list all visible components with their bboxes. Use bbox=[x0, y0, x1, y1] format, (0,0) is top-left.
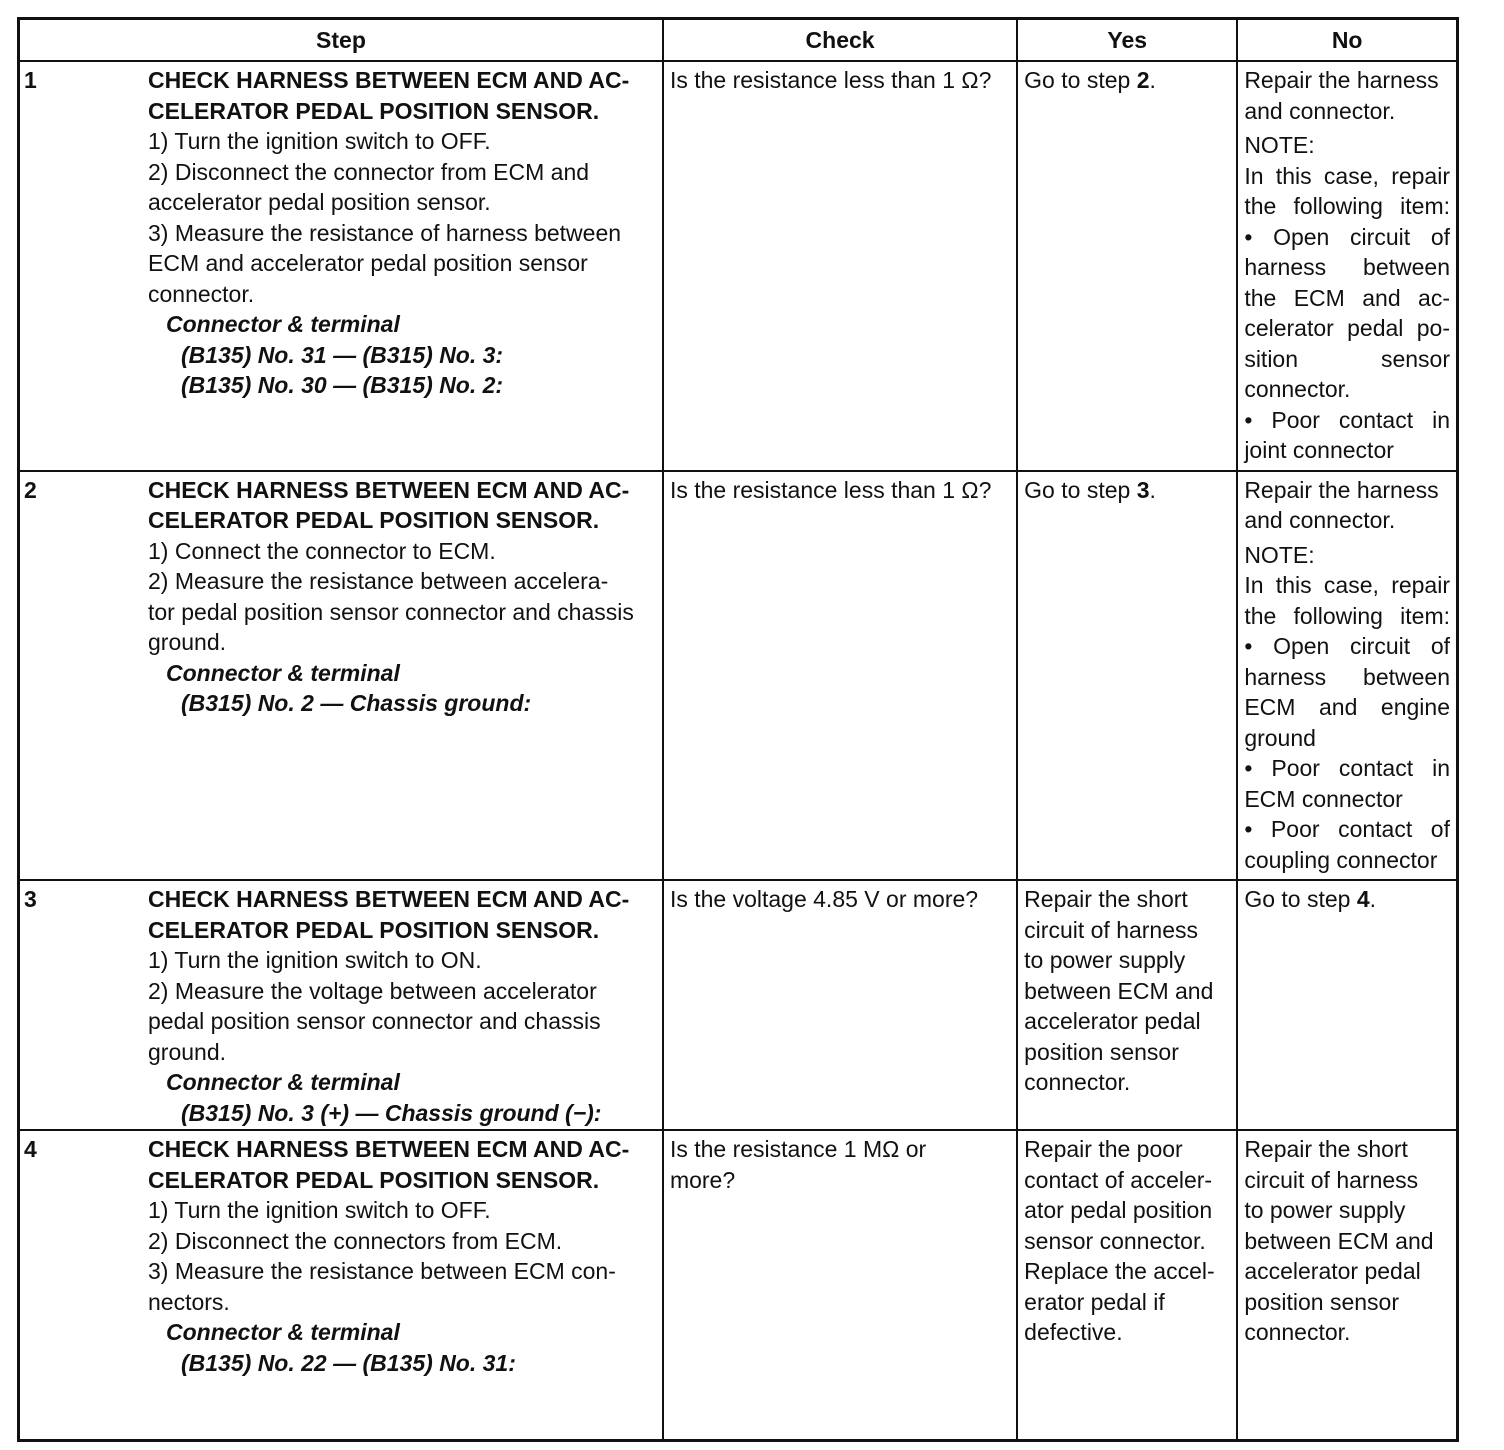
no-text: Repair the harness bbox=[1244, 476, 1439, 503]
substep: nectors. bbox=[148, 1288, 230, 1315]
table-row bbox=[19, 880, 1458, 1130]
no-cell bbox=[1237, 61, 1457, 471]
check-text: more? bbox=[669, 1166, 736, 1193]
connector-terminal: (B135) No. 31 — (B315) No. 3: bbox=[181, 341, 504, 368]
substep: 2) Disconnect the connectors from ECM. bbox=[148, 1227, 563, 1254]
note-line: • Open circuit of bbox=[1244, 223, 1450, 250]
connector-label: Connector & terminal bbox=[166, 1069, 400, 1095]
table-row bbox=[19, 471, 1458, 881]
note-line: ground bbox=[1244, 724, 1316, 751]
step-cell bbox=[19, 61, 663, 471]
header-check: Check bbox=[663, 19, 1017, 62]
yes-text: between ECM and bbox=[1024, 977, 1214, 1004]
no-text: Repair the harness bbox=[1244, 67, 1439, 93]
no-cell bbox=[1237, 471, 1457, 881]
connector-terminal: (B135) No. 30 — (B315) No. 2: bbox=[181, 372, 504, 398]
check-cell: Is the resistance less than 1 Ω? bbox=[663, 471, 1017, 881]
yes-text: to power supply bbox=[1024, 947, 1186, 973]
note-line: the ECM and ac- bbox=[1244, 284, 1450, 311]
note-label: NOTE: bbox=[1244, 132, 1315, 158]
note-label: NOTE: bbox=[1244, 541, 1315, 568]
step-number: 4 bbox=[24, 1136, 37, 1162]
no-text: connector. bbox=[1244, 1319, 1351, 1345]
yes-suffix: . bbox=[1149, 476, 1156, 503]
substep: connector. bbox=[148, 280, 255, 307]
yes-cell bbox=[1017, 880, 1237, 1130]
check-cell bbox=[663, 1130, 1017, 1440]
note-line: • Poor contact of bbox=[1244, 816, 1450, 842]
no-cell bbox=[1237, 880, 1457, 1130]
note-line: connector. bbox=[1244, 376, 1351, 402]
no-text: position sensor bbox=[1244, 1288, 1400, 1315]
note-line: In this case, repair bbox=[1244, 572, 1450, 598]
yes-cell bbox=[1017, 61, 1237, 471]
note-line: • Poor contact in bbox=[1244, 755, 1450, 781]
yes-suffix: . bbox=[1149, 67, 1156, 93]
header-yes: Yes bbox=[1017, 19, 1237, 62]
substep: 2) Disconnect the connector from ECM and bbox=[148, 158, 590, 185]
step-title: CHECK HARNESS BETWEEN ECM AND AC- bbox=[148, 1136, 630, 1162]
yes-text: sensor connector. bbox=[1024, 1227, 1206, 1254]
no-text: circuit of harness bbox=[1244, 1166, 1419, 1193]
note-line: the following item: bbox=[1244, 602, 1450, 629]
check-text: Is the resistance 1 MΩ or bbox=[669, 1136, 927, 1162]
substep: 1) Turn the ignition switch to ON. bbox=[148, 947, 482, 973]
note-line: In this case, repair bbox=[1244, 162, 1450, 189]
note-line: sition sensor bbox=[1244, 345, 1450, 372]
header-no: No bbox=[1237, 19, 1457, 62]
no-text: to power supply bbox=[1244, 1197, 1406, 1223]
check-cell: Is the voltage 4.85 V or more? bbox=[663, 880, 1017, 1130]
yes-cell bbox=[1017, 1130, 1237, 1440]
step-cell bbox=[19, 471, 663, 881]
connector-label: Connector & terminal bbox=[166, 311, 400, 337]
yes-text: ator pedal position bbox=[1024, 1197, 1213, 1223]
substep: 1) Connect the connector to ECM. bbox=[148, 537, 496, 564]
yes-text: position sensor bbox=[1024, 1038, 1179, 1065]
note-line: ECM and engine bbox=[1244, 694, 1450, 720]
substep: 1) Turn the ignition switch to OFF. bbox=[148, 128, 491, 154]
substep: 1) Turn the ignition switch to OFF. bbox=[148, 1197, 491, 1223]
step-title: CELERATOR PEDAL POSITION SENSOR. bbox=[148, 97, 600, 124]
note-line: ECM connector bbox=[1244, 785, 1403, 812]
yes-text: circuit of harness bbox=[1024, 916, 1199, 943]
no-text: accelerator pedal bbox=[1244, 1258, 1421, 1284]
substep: ECM and accelerator pedal position sensor bbox=[148, 250, 588, 276]
no-text: Repair the short bbox=[1244, 1136, 1408, 1162]
substep: 3) Measure the resistance between ECM con- bbox=[148, 1258, 616, 1284]
step-cell bbox=[19, 1130, 663, 1440]
substep: 2) Measure the voltage between accelerator bbox=[148, 977, 597, 1004]
step-title: CELERATOR PEDAL POSITION SENSOR. bbox=[148, 1166, 600, 1193]
yes-step-ref: 3 bbox=[1136, 476, 1150, 503]
step-title: CHECK HARNESS BETWEEN ECM AND AC- bbox=[148, 67, 630, 93]
no-text: and connector. bbox=[1244, 97, 1396, 124]
note-line: joint connector bbox=[1244, 437, 1394, 463]
note-line: harness between bbox=[1244, 663, 1450, 690]
note-line: coupling connector bbox=[1244, 846, 1438, 873]
note-line: • Open circuit of bbox=[1244, 633, 1450, 659]
step-cell bbox=[19, 880, 663, 1130]
no-text: between ECM and bbox=[1244, 1227, 1434, 1254]
substep: pedal position sensor connector and chassis bbox=[148, 1008, 601, 1034]
table-row bbox=[19, 61, 1458, 471]
yes-text: Go to step bbox=[1024, 476, 1137, 503]
substep: tor pedal position sensor connector and chassis bbox=[148, 598, 634, 625]
connector-terminal: (B315) No. 2 — Chassis ground: bbox=[181, 690, 532, 716]
substep: accelerator pedal position sensor. bbox=[148, 189, 491, 215]
note-line: harness between bbox=[1244, 254, 1450, 280]
no-step-ref: 4 bbox=[1356, 886, 1370, 912]
substep: 2) Measure the resistance between accelera- bbox=[148, 568, 609, 594]
connector-label: Connector & terminal bbox=[166, 1319, 400, 1345]
step-number: 1 bbox=[24, 67, 37, 93]
yes-text: defective. bbox=[1024, 1319, 1123, 1345]
substep: ground. bbox=[148, 1038, 227, 1065]
no-text: Go to step bbox=[1244, 886, 1357, 912]
table-row bbox=[19, 1130, 1458, 1440]
note-line: celerator pedal po- bbox=[1244, 315, 1450, 341]
step-number: 2 bbox=[24, 476, 37, 503]
step-title: CELERATOR PEDAL POSITION SENSOR. bbox=[148, 507, 600, 533]
no-suffix: . bbox=[1369, 886, 1377, 912]
yes-text: Go to step bbox=[1024, 67, 1137, 93]
yes-text: connector. bbox=[1024, 1069, 1131, 1095]
yes-cell bbox=[1017, 471, 1237, 881]
note-line: the following item: bbox=[1244, 193, 1450, 219]
step-number: 3 bbox=[24, 886, 37, 912]
note-line: • Poor contact in bbox=[1244, 406, 1450, 433]
substep: ground. bbox=[148, 629, 227, 655]
header-step: Step bbox=[19, 19, 663, 62]
header-row bbox=[19, 19, 1458, 62]
step-title: CHECK HARNESS BETWEEN ECM AND AC- bbox=[148, 886, 630, 912]
yes-text: accelerator pedal bbox=[1024, 1008, 1201, 1034]
yes-text: contact of acceler- bbox=[1024, 1166, 1213, 1193]
connector-terminal: (B135) No. 22 — (B135) No. 31: bbox=[181, 1349, 516, 1376]
yes-step-ref: 2 bbox=[1136, 67, 1150, 93]
substep: 3) Measure the resistance of harness between bbox=[148, 219, 622, 246]
no-cell bbox=[1237, 1130, 1457, 1440]
no-text: and connector. bbox=[1244, 507, 1396, 533]
yes-text: Repair the poor bbox=[1024, 1136, 1183, 1162]
step-title: CHECK HARNESS BETWEEN ECM AND AC- bbox=[148, 476, 630, 503]
step-title: CELERATOR PEDAL POSITION SENSOR. bbox=[148, 916, 600, 943]
diagnostic-table bbox=[17, 17, 1459, 1442]
yes-text: Replace the accel- bbox=[1024, 1258, 1215, 1284]
yes-text: Repair the short bbox=[1024, 886, 1188, 912]
connector-label: Connector & terminal bbox=[166, 659, 400, 686]
check-cell: Is the resistance less than 1 Ω? bbox=[663, 61, 1017, 471]
connector-terminal: (B315) No. 3 (+) — Chassis ground (−): bbox=[181, 1099, 602, 1126]
yes-text: erator pedal if bbox=[1024, 1288, 1165, 1315]
